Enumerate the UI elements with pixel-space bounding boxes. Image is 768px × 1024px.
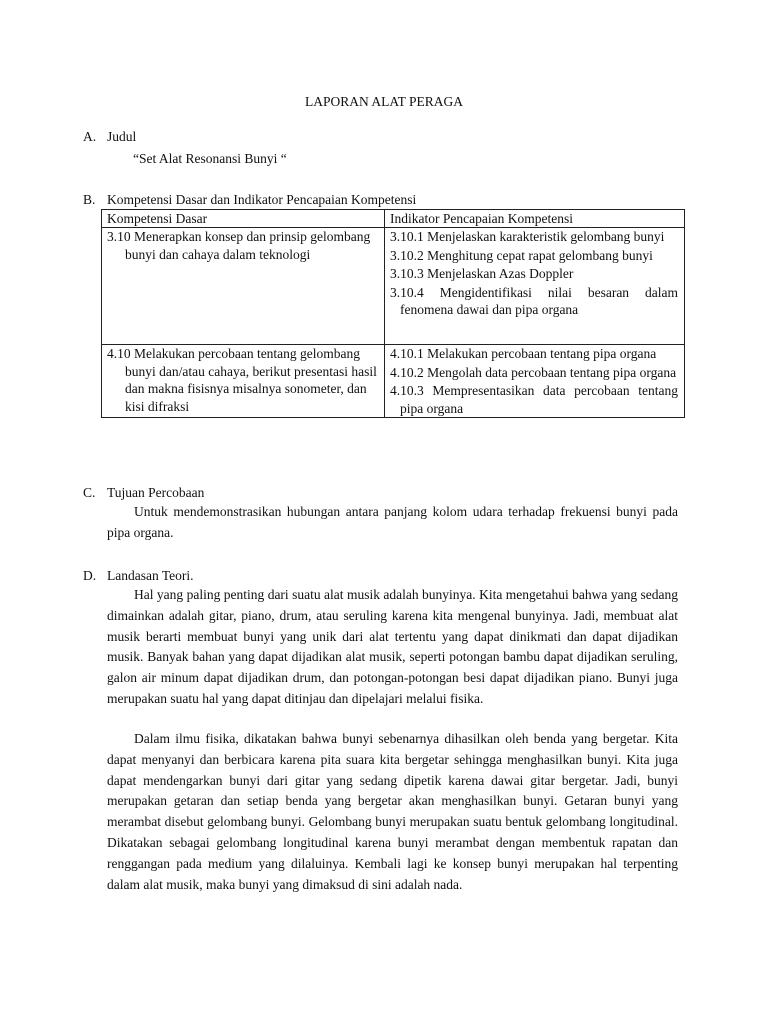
section-a-heading: Judul xyxy=(107,129,137,144)
indicator-item: 3.10.2 Menghitung cepat rapat gelombang bunyi xyxy=(390,247,653,263)
indicator-item: 3.10.1 Menjelaskan karakteristik gelombang bunyi xyxy=(390,229,665,244)
indicator-cell xyxy=(385,345,685,418)
section-d-label: D. xyxy=(83,568,97,583)
kd-text: 3.10 Menerapkan konsep dan prinsip gelombang bunyi dan cahaya dalam teknologi xyxy=(107,229,371,262)
indicator-item: 4.10.2 Mengolah data percobaan tentang pipa organa xyxy=(390,364,677,380)
indicator-cell xyxy=(385,228,685,345)
objective-paragraph: Untuk mendemonstrasikan hubungan antara panjang kolom udara terhadap frekuensi bunyi pada pipa organa. xyxy=(107,504,678,540)
section-a-label: A. xyxy=(83,129,97,144)
table-row xyxy=(102,228,685,345)
experiment-title: “Set Alat Resonansi Bunyi “ xyxy=(133,151,287,166)
indicator-item: 3.10.3 Menjelaskan Azas Doppler xyxy=(390,266,574,282)
section-d-heading: Landasan Teori. xyxy=(107,568,194,583)
indicator-item: 3.10.4 Mengidentifikasi nilai besaran dalam fenomena dawai dan pipa organa xyxy=(390,284,678,318)
table-row xyxy=(102,345,685,418)
section-b-label: B. xyxy=(83,192,96,207)
theory-paragraph-1: Hal yang paling penting dari suatu alat musik adalah bunyinya. Kita mengetahui bahwa yang sedang dimainkan adalah gitar, piano, drum, atau seruling karena kita mengenal bunyinya. Jadi, membuat alat musik berarti membuat bunyi yang unik dari alat tertentu yang dapat dinikmati dan dapat dijadikan musik. Banyak bahan yang dapat dijadikan alat musik, seperti potongan bambu dapat dijadikan seruling, galon air minum dapat dijadikan drum, dan potongan-potongan besi dapat dijadikan piano. Bunyi juga merupakan suatu hal yang dapat ditinjau dan dipelajari melalui fisika. xyxy=(107,587,678,706)
table-header-indicator: Indikator Pencapaian Kompetensi xyxy=(385,210,685,228)
section-b-heading: Kompetensi Dasar dan Indikator Pencapaian Kompetensi xyxy=(107,192,417,207)
indicator-item: 4.10.1 Melakukan percobaan tentang pipa organa xyxy=(390,346,657,361)
competency-table xyxy=(101,209,685,418)
kd-cell xyxy=(102,228,385,345)
table-header-kd: Kompetensi Dasar xyxy=(102,210,385,228)
kd-text: 4.10 Melakukan percobaan tentang gelombang bunyi dan/atau cahaya, berikut presentasi hasil dan makna fisisnya misalnya sonometer, dan kisi difraksi xyxy=(107,346,377,414)
section-c-heading: Tujuan Percobaan xyxy=(107,485,205,500)
indicator-item: 4.10.3 Mempresentasikan data percobaan tentang pipa organa xyxy=(390,383,678,416)
section-c-label: C. xyxy=(83,485,96,500)
table-header-row xyxy=(102,210,685,228)
page-title: LAPORAN ALAT PERAGA xyxy=(304,94,464,109)
theory-paragraph-2: Dalam ilmu fisika, dikatakan bahwa bunyi sebenarnya dihasilkan oleh benda yang bergetar. Kita dapat menyanyi dan berbicara karena pita suara kita bergetar sehingga menghasilkan bunyi. Kita juga dapat mendengarkan bunyi dari gitar yang sedang dipetik karena dawai gitar bergetar. Jadi, bunyi merupakan getaran dan setiap benda yang bergetar akan menghasilkan bunyi. Getaran bunyi yang merambat disebut gelombang bunyi. Gelombang bunyi merupakan suatu bentuk gelombang longitudinal. Dikatakan sebagai gelombang longitudinal karena bunyi merambat dengan membentuk rapatan dan renggangan pada medium yang dilaluinya. Kembali lagi ke konsep bunyi merupakan hal terpenting dalam alat musik, maka bunyi yang dimaksud di sini adalah nada. xyxy=(107,731,678,892)
kd-cell xyxy=(102,345,385,418)
